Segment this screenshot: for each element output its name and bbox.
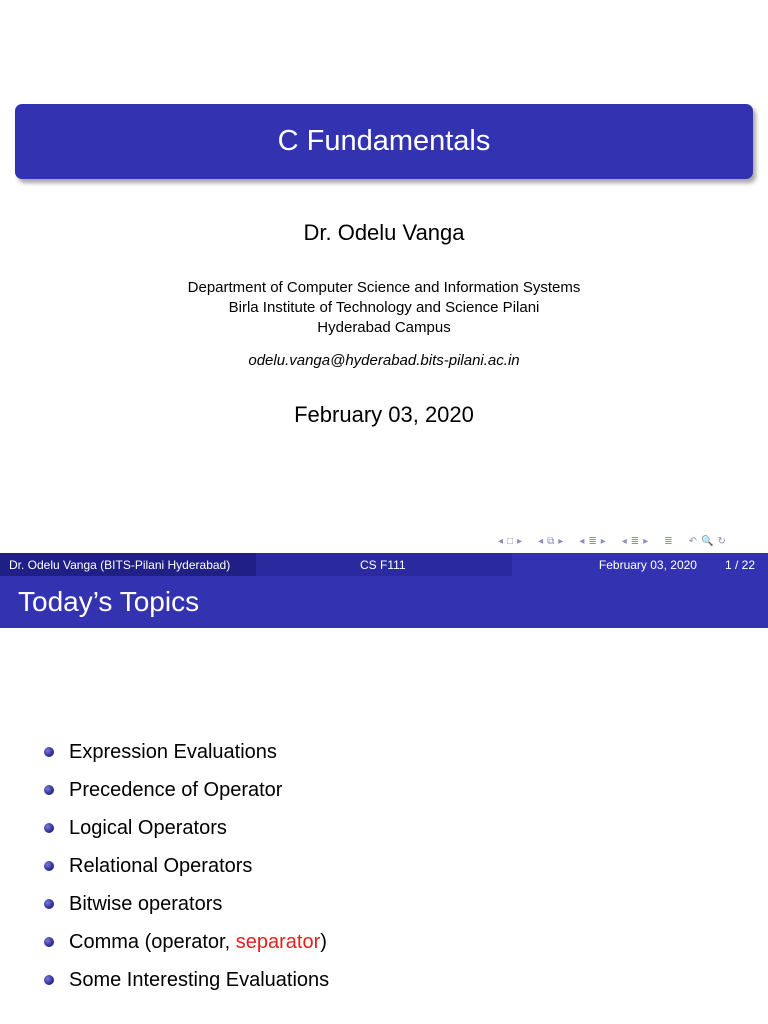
list-item — [44, 923, 329, 961]
nav-subsection-icon[interactable]: ≣ — [588, 535, 597, 547]
beamer-navigation-bar — [498, 534, 726, 548]
frame-title — [0, 576, 768, 628]
nav-slide-icon[interactable]: □ — [507, 535, 514, 547]
bullet-icon — [44, 747, 54, 757]
presentation-title: C Fundamentals — [277, 125, 491, 157]
bullet-icon — [44, 785, 54, 795]
footer-author — [0, 553, 256, 576]
bullet-icon — [44, 899, 54, 909]
topic-text: Logical Operators — [69, 816, 227, 839]
list-item — [44, 961, 329, 999]
bullet-icon — [44, 861, 54, 871]
nav-search-icon[interactable]: 🔍 — [701, 535, 714, 547]
nav-forward-icon[interactable]: ↻ — [717, 535, 726, 547]
topic-text: Expression Evaluations — [69, 740, 277, 763]
nav-section-icon[interactable]: ≣ — [630, 535, 640, 547]
nav-next-subsection-icon[interactable]: ▸ — [600, 535, 606, 547]
bullet-icon — [44, 823, 54, 833]
slide-footer — [0, 553, 768, 576]
footer-date: February 03, 2020 — [598, 557, 697, 572]
list-item — [44, 733, 329, 771]
nav-document-icon[interactable]: ≣ — [664, 535, 673, 547]
presentation-date: February 03, 2020 — [294, 402, 474, 427]
nav-next-section-icon[interactable]: ▸ — [643, 535, 649, 547]
nav-frame-icon[interactable]: ⧉ — [547, 535, 555, 547]
footer-course-text: CS F111 — [360, 557, 406, 572]
author-name: Dr. Odelu Vanga — [303, 220, 465, 245]
footer-course — [256, 553, 512, 576]
footer-author-text: Dr. Odelu Vanga (BITS-Pilani Hyderabad) — [9, 557, 231, 572]
topics-slide — [0, 576, 768, 1024]
department: Department of Computer Science and Information Systems — [187, 279, 581, 296]
nav-prev-slide-icon[interactable]: ◂ — [498, 535, 504, 547]
bullet-icon — [44, 937, 54, 947]
nav-prev-section-icon[interactable]: ◂ — [621, 535, 627, 547]
list-item — [44, 847, 329, 885]
institute: Birla Institute of Technology and Science Pilani — [228, 299, 540, 316]
nav-back-icon[interactable]: ↶ — [688, 535, 697, 547]
topics-list — [44, 733, 329, 999]
list-item — [44, 885, 329, 923]
nav-prev-subsection-icon[interactable]: ◂ — [579, 535, 585, 547]
nav-prev-frame-icon[interactable]: ◂ — [538, 535, 544, 547]
footer-page-number: 1 / 22 — [724, 557, 755, 572]
frame-title-text: Today’s Topics — [18, 586, 200, 617]
footer-date-page — [512, 553, 768, 576]
nav-next-frame-icon[interactable]: ▸ — [558, 535, 564, 547]
list-item — [44, 809, 329, 847]
topic-text — [69, 931, 327, 954]
topic-text: Relational Operators — [69, 854, 253, 877]
topic-text: Precedence of Operator — [69, 778, 283, 801]
nav-next-slide-icon[interactable]: ▸ — [517, 535, 523, 547]
topic-text: Bitwise operators — [69, 892, 223, 915]
topic-text-part: ) — [320, 930, 327, 953]
campus: Hyderabad Campus — [317, 319, 451, 336]
topic-text: Some Interesting Evaluations — [69, 968, 330, 991]
list-item — [44, 771, 329, 809]
title-box — [15, 104, 753, 179]
author-email: odelu.vanga@hyderabad.bits-pilani.ac.in — [248, 352, 520, 369]
topic-highlight: separator — [235, 930, 321, 953]
topic-text-part: Comma (operator, — [69, 930, 236, 953]
bullet-icon — [44, 975, 54, 985]
